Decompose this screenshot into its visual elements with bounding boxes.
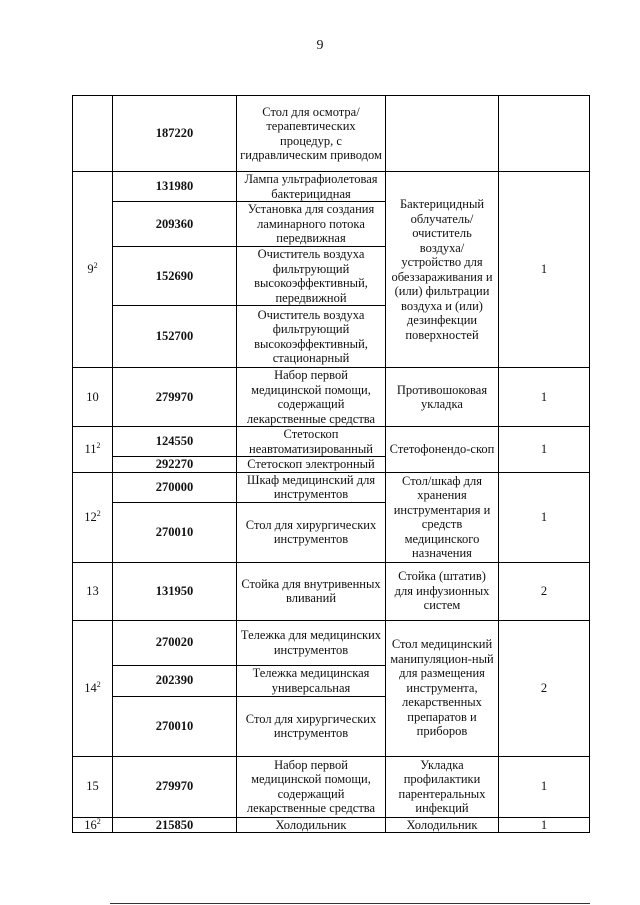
- row-number: 10: [73, 368, 113, 427]
- equipment-quantity: 2: [499, 620, 590, 756]
- equipment-code: 292270: [113, 457, 237, 473]
- equipment-code: 202390: [113, 665, 237, 696]
- equipment-code: 270020: [113, 620, 237, 665]
- equipment-name: Очиститель воздуха фильтрующий высокоэффективный, стационарный: [237, 306, 386, 368]
- equipment-function: Стол/шкаф для хранения инструментария и средств медицинского назначения: [386, 472, 499, 562]
- row-number: $12^2$: [73, 472, 113, 562]
- equipment-table: [72, 95, 590, 833]
- equipment-name: Тележка медицинская универсальная: [237, 665, 386, 696]
- equipment-function: Противошоковая укладка: [386, 368, 499, 427]
- row-number: $9^2$: [73, 172, 113, 368]
- equipment-name: Стол для хирургических инструментов: [237, 502, 386, 562]
- equipment-name: Установка для создания ламинарного потока передвижная: [237, 202, 386, 247]
- row-number: $14^2$: [73, 620, 113, 756]
- equipment-quantity: 1: [499, 472, 590, 562]
- equipment-code: 152700: [113, 306, 237, 368]
- equipment-code: 270010: [113, 696, 237, 756]
- equipment-name: Стойка для внутривенных вливаний: [237, 562, 386, 620]
- equipment-name: Набор первой медицинской помощи, содержащий лекарственные средства: [237, 756, 386, 817]
- row-number: 15: [73, 756, 113, 817]
- equipment-name: Стетоскоп электронный: [237, 457, 386, 473]
- equipment-code: 215850: [113, 817, 237, 833]
- equipment-quantity: 1: [499, 368, 590, 427]
- equipment-quantity: 2: [499, 562, 590, 620]
- table-row: [73, 96, 590, 172]
- page-number: 9: [316, 38, 324, 53]
- table-row: [73, 756, 590, 817]
- equipment-name: Лампа ультрафиолетовая бактерицидная: [237, 172, 386, 202]
- equipment-name: Стол для осмотра/терапевтических процедур, с гидравлическим приводом: [237, 96, 386, 172]
- table-row: [73, 472, 590, 502]
- equipment-name: Шкаф медицинский для инструментов: [237, 472, 386, 502]
- equipment-quantity: 1: [499, 427, 590, 473]
- equipment-function: Бактерицидный облучатель/ очиститель воздуха/ устройство для обеззараживания и (или) фильтрации воздуха и (или) дезинфекции поверхностей: [386, 172, 499, 368]
- equipment-quantity: 1: [499, 172, 590, 368]
- table-row: [73, 368, 590, 427]
- row-number: $11^2$: [73, 427, 113, 473]
- equipment-function: Стол медицинский манипуляцион-ный для размещения инструмента, лекарственных препаратов и приборов: [386, 620, 499, 756]
- equipment-name: Тележка для медицинских инструментов: [237, 620, 386, 665]
- equipment-name: Стол для хирургических инструментов: [237, 696, 386, 756]
- equipment-function: Холодильник: [386, 817, 499, 833]
- equipment-code: 279970: [113, 368, 237, 427]
- table-row: [73, 620, 590, 665]
- equipment-name: Очиститель воздуха фильтрующий высокоэффективный, передвижной: [237, 247, 386, 306]
- equipment-name: Холодильник: [237, 817, 386, 833]
- equipment-quantity: 1: [499, 817, 590, 833]
- scan-edge-line: [110, 903, 590, 904]
- equipment-quantity: 1: [499, 756, 590, 817]
- equipment-function: Стетофонендо-скоп: [386, 427, 499, 473]
- row-number: $16^2$: [73, 817, 113, 833]
- equipment-code: 124550: [113, 427, 237, 457]
- row-number: [73, 96, 113, 172]
- equipment-code: 209360: [113, 202, 237, 247]
- equipment-function: [386, 96, 499, 172]
- equipment-code: 270010: [113, 502, 237, 562]
- equipment-function: Стойка (штатив) для инфузионных систем: [386, 562, 499, 620]
- equipment-name: Стетоскоп неавтоматизированный: [237, 427, 386, 457]
- equipment-name: Набор первой медицинской помощи, содержащий лекарственные средства: [237, 368, 386, 427]
- equipment-code: 131980: [113, 172, 237, 202]
- equipment-code: 270000: [113, 472, 237, 502]
- equipment-code: 187220: [113, 96, 237, 172]
- equipment-function: Укладка профилактики парентеральных инфекций: [386, 756, 499, 817]
- equipment-code: 152690: [113, 247, 237, 306]
- table-row: [73, 562, 590, 620]
- table-row: [73, 172, 590, 202]
- table-row: [73, 427, 590, 457]
- equipment-code: 131950: [113, 562, 237, 620]
- equipment-quantity: [499, 96, 590, 172]
- table-row: [73, 817, 590, 833]
- equipment-code: 279970: [113, 756, 237, 817]
- row-number: 13: [73, 562, 113, 620]
